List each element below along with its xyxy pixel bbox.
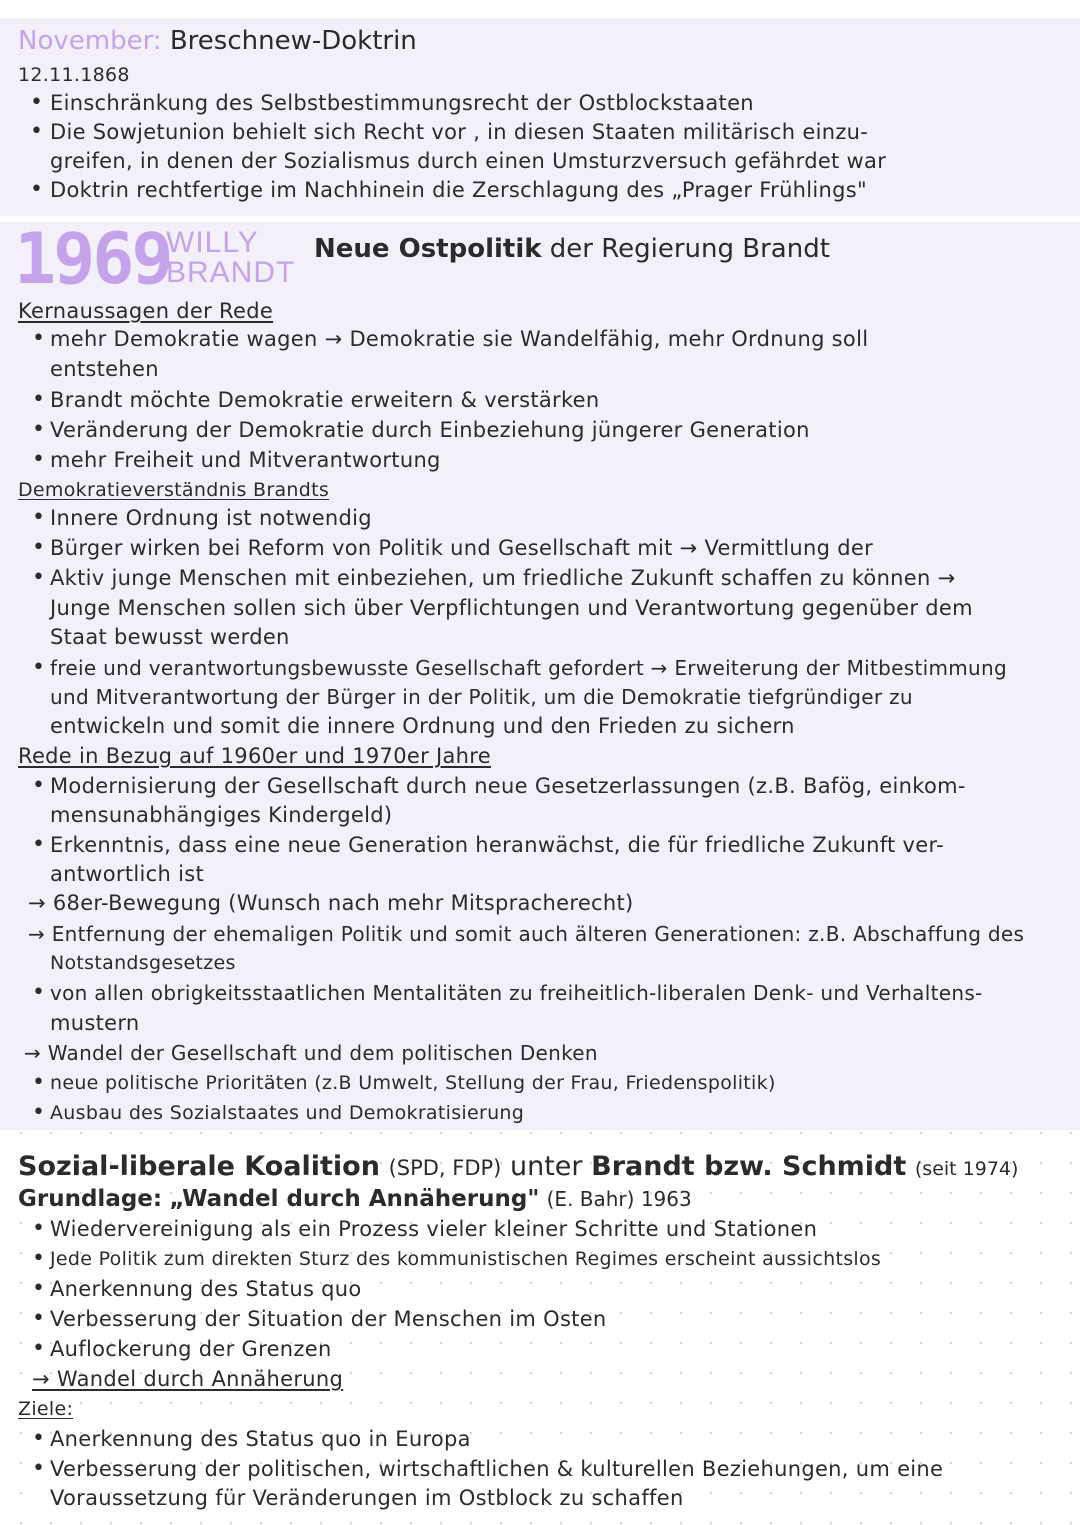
bullet-icon: • [32,1276,45,1301]
bullet-icon: • [32,447,45,472]
coalition-point-2: Jede Politik zum direkten Sturz des kommunistischen Regimes erscheint aussichtslos [50,1248,882,1270]
rede-arrow-1: → 68er-Bewegung (Wunsch nach mehr Mitspracherecht) [28,891,634,915]
bullet-icon: • [32,326,45,351]
bullet-icon: • [32,535,45,560]
bullet-icon: • [32,1246,45,1271]
bullet-icon: • [32,980,45,1005]
bullet-icon: • [32,1306,45,1331]
section-demokratieverstaendnis: Demokratieverständnis Brandts [18,479,330,501]
bullet-icon: • [32,655,45,680]
coalition-point-4: Verbesserung der Situation der Menschen im Osten [50,1307,607,1331]
bullet-icon: • [32,1070,45,1095]
doctrine-point-2-cont: greifen, in denen der Sozialismus durch einen Umsturzversuch gefährdet war [50,149,887,173]
coalition-heading [18,1152,1018,1184]
section-rede-bezug: Rede in Bezug auf 1960er und 1970er Jahre [18,744,491,768]
coalition-point-5: Auflockerung der Grenzen [50,1337,332,1361]
rede-arrow-2-cont: Notstandsgesetzes [50,952,236,974]
bullet-icon: • [32,565,45,590]
rede-point-4: neue politische Prioritäten (z.B Umwelt, Stellung der Frau, Friedenspolitik) [50,1072,776,1094]
kern-point-1: mehr Demokratie wagen → Demokratie sie Wandelfähig, mehr Ordnung soll [50,327,869,351]
ostpolitik-heading [314,234,830,264]
demo-point-2: Bürger wirken bei Reform von Politik und Gesellschaft mit → Vermittlung der [50,536,874,560]
bullet-icon: • [32,1426,45,1451]
bullet-icon: • [32,417,45,442]
coalition-leaders: Brandt bzw. Schmidt [591,1151,907,1182]
bullet-icon: • [30,90,43,115]
kern-point-4: mehr Freiheit und Mitverantwortung [50,448,441,472]
ziel-point-1: Anerkennung des Status quo in Europa [50,1427,471,1451]
ostpolitik-title-bold: Neue Ostpolitik [314,234,542,264]
rede-point-3-cont: mustern [50,1011,140,1035]
demo-point-1: Innere Ordnung ist notwendig [50,506,372,530]
doctrine-title: Breschnew-Doktrin [169,26,417,56]
bullet-icon: • [32,1216,45,1241]
rede-point-2-cont: antwortlich ist [50,862,205,886]
section-ziele: Ziele: [18,1398,74,1420]
kern-point-3: Veränderung der Demokratie durch Einbeziehung jüngerer Generation [50,418,810,442]
coalition-point-1: Wiedervereinigung als ein Prozess vieler kleiner Schritte und Stationen [50,1217,818,1241]
rede-arrow-3: → Wandel der Gesellschaft und dem politischen Denken [24,1041,598,1065]
rede-point-1-cont: mensunabhängiges Kindergeld) [50,803,393,827]
coalition-parties: (SPD, FDP) [388,1156,502,1180]
bullet-icon: • [32,1336,45,1361]
bullet-icon: • [32,773,45,798]
bullet-icon: • [32,1100,45,1125]
grundlage-label: Grundlage: [18,1186,163,1212]
month-label: November: [18,26,162,56]
demo-point-4-cont: und Mitverantwortung der Bürger in der Politik, um die Demokratie tiefgründiger zu [50,685,913,709]
doctrine-point-3: Doktrin rechtfertige im Nachhinein die Zerschlagung des „Prager Frühlings" [50,178,867,202]
demo-point-3: Aktiv junge Menschen mit einbeziehen, um friedliche Zukunft schaffen zu können → [50,566,956,590]
november-heading [18,26,417,56]
grundlage-line [18,1184,692,1214]
demo-point-3-cont: Junge Menschen sollen sich über Verpflichtungen und Verantwortung gegenüber dem [50,596,973,620]
ostpolitik-title-rest: der Regierung Brandt [549,234,830,264]
rede-arrow-2: → Entfernung der ehemaligen Politik und somit auch älteren Generationen: z.B. Abschaffung des [28,922,1025,946]
bullet-icon: • [32,387,45,412]
grundlage-motto: „Wandel durch Annäherung" [169,1186,540,1212]
bullet-icon: • [32,505,45,530]
bullet-icon: • [32,832,45,857]
coalition-unter: unter [509,1151,583,1182]
willy-label: WILLY [166,226,259,259]
rede-point-2: Erkenntnis, dass eine neue Generation heranwächst, die für friedliche Zukunft ver- [50,833,944,857]
grundlage-source: (E. Bahr) 1963 [546,1187,692,1211]
doctrine-point-1: Einschränkung des Selbstbestimmungsrecht der Ostblockstaaten [50,91,754,115]
rede-point-3: von allen obrigkeitsstaatlichen Mentalitäten zu freiheitlich-liberalen Denk- und Verhaltens- [50,981,983,1005]
rede-point-1: Modernisierung der Gesellschaft durch neue Gesetzerlassungen (z.B. Bafög, einkom- [50,774,966,798]
brandt-label: BRANDT [166,256,296,289]
demo-point-4-cont2: entwickeln und somit die innere Ordnung und den Frieden zu sichern [50,714,795,738]
doctrine-point-2: Die Sowjetunion behielt sich Recht vor , in diesen Staaten militärisch einzu- [50,120,869,144]
ziel-point-2-cont: Voraussetzung für Veränderungen im Ostblock zu schaffen [50,1486,684,1510]
bullet-icon: • [32,1456,45,1481]
ziel-point-2: Verbesserung der politischen, wirtschaftlichen & kulturellen Beziehungen, um eine [50,1457,944,1481]
coalition-since: (seit 1974) [914,1158,1019,1180]
coalition-conclusion: → Wandel durch Annäherung [32,1367,344,1391]
section-kernaussagen: Kernaussagen der Rede [18,299,274,323]
rede-point-5: Ausbau des Sozialstaates und Demokratisierung [50,1102,525,1124]
coalition-title: Sozial-liberale Koalition [18,1151,380,1182]
doctrine-date: 12.11.1868 [18,64,130,86]
coalition-point-3: Anerkennung des Status quo [50,1277,362,1301]
demo-point-3-cont2: Staat bewusst werden [50,625,290,649]
bullet-icon: • [30,177,43,202]
bullet-icon: • [30,119,43,144]
kern-point-2: Brandt möchte Demokratie erweitern & verstärken [50,388,600,412]
demo-point-4: freie und verantwortungsbewusste Gesellschaft gefordert → Erweiterung der Mitbestimmung [50,656,1007,680]
kern-point-1-cont: entstehen [50,357,159,381]
year-1969: 1969 [14,218,171,300]
